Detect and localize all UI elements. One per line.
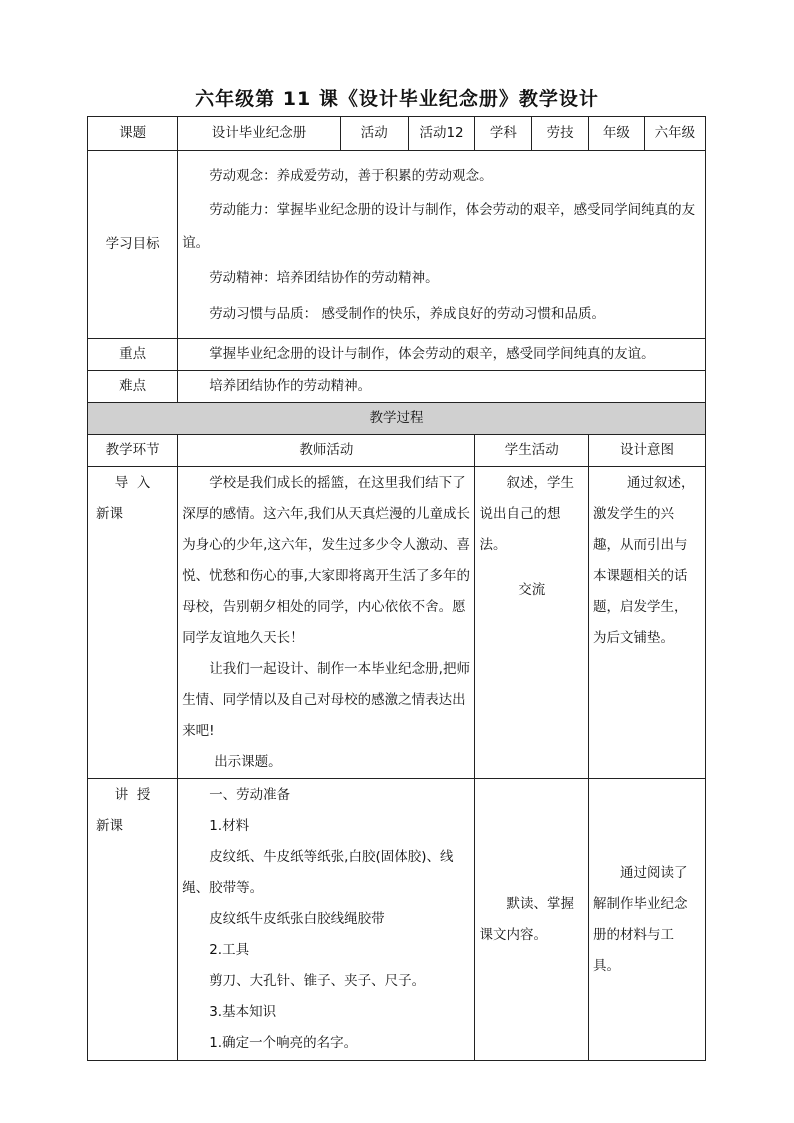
teacher-paragraph: 让我们一起设计、制作一本毕业纪念册,把师生情、同学情以及自己对母校的感激之情表达出来吧!	[182, 661, 470, 739]
stage-label-b: 新课	[96, 818, 123, 834]
header-teacher: 教师活动	[178, 435, 475, 467]
objectives-cell	[178, 151, 706, 339]
stage-intro	[88, 467, 178, 779]
objective-item: 劳动能力：掌握毕业纪念册的设计与制作，体会劳动的艰辛，感受同学间纯真的友谊。	[182, 202, 696, 251]
stage-label-a: 导 入	[114, 475, 151, 491]
stage-teach	[88, 779, 178, 1061]
intent-intro	[589, 467, 706, 779]
header-stage: 教学环节	[88, 435, 178, 467]
activity-value: 活动12	[408, 117, 475, 151]
grade-label: 年级	[589, 117, 645, 151]
teacher-activity-intro	[178, 467, 475, 779]
key-point-label: 重点	[88, 339, 178, 371]
subject-label: 学科	[475, 117, 532, 151]
student-paragraph: 交流	[518, 582, 546, 598]
page-title: 六年级第 11 课《设计毕业纪念册》教学设计	[195, 88, 599, 110]
lesson-value: 设计毕业纪念册	[178, 117, 341, 151]
student-paragraph: 叙述，学生说出自己的想法。	[479, 475, 574, 553]
intent-paragraph: 通过叙述，激发学生的兴趣，从而引出与本课题相关的话题，启发学生，为后文铺垫。	[593, 475, 695, 646]
teacher-paragraph: 学校是我们成长的摇篮，在这里我们结下了深厚的感情。这六年,我们从天真烂漫的儿童成长为身心的少年,这六年，发生过多少令人激动、喜悦、忧愁和伤心的事,大家即将离开生活了多年的母校，告别朝夕相处的同学，内心依依不舍。愿同学友谊地久天长！	[182, 475, 470, 646]
subject-value: 劳技	[532, 117, 589, 151]
teacher-line: 剪刀、大孔针、锥子、夹子、尺子。	[209, 973, 426, 989]
activity-label: 活动	[340, 117, 408, 151]
teacher-line: 1.确定一个响亮的名字。	[209, 1035, 358, 1051]
teacher-paragraph: 出示课题。	[214, 754, 282, 770]
teacher-line: 一、劳动准备	[209, 787, 291, 803]
lesson-label: 课题	[88, 117, 178, 151]
teacher-line: 皮纹纸牛皮纸张白胶线绳胶带	[209, 911, 385, 927]
teacher-line: 皮纹纸、牛皮纸等纸张,白胶(固体胶)、线绳、胶带等。	[182, 849, 454, 896]
student-activity-teach	[475, 779, 589, 1061]
objective-item: 劳动精神：培养团结协作的劳动精神。	[209, 270, 439, 286]
key-point-text	[178, 339, 706, 371]
objective-item: 劳动习惯与品质： 感受制作的快乐，养成良好的劳动习惯和品质。	[209, 306, 605, 322]
objective-item: 劳动观念：养成爱劳动，善于积累的劳动观念。	[209, 168, 493, 184]
teacher-activity-teach	[178, 779, 475, 1061]
teacher-line: 3.基本知识	[209, 1004, 277, 1020]
header-student: 学生活动	[475, 435, 589, 467]
difficulty-paragraph: 培养团结协作的劳动精神。	[209, 378, 372, 394]
stage-label-b: 新课	[96, 506, 123, 522]
student-activity-intro	[475, 467, 589, 779]
lesson-plan-table	[87, 116, 706, 1061]
student-paragraph: 默读、掌握课文内容。	[479, 895, 574, 943]
objectives-label: 学习目标	[88, 151, 178, 339]
key-point-paragraph: 掌握毕业纪念册的设计与制作，体会劳动的艰辛，感受同学间纯真的友谊。	[209, 346, 655, 362]
teacher-line: 2.工具	[209, 942, 250, 958]
process-title: 教学过程	[88, 403, 706, 435]
difficulty-label: 难点	[88, 371, 178, 403]
intent-teach	[589, 779, 706, 1061]
grade-value: 六年级	[644, 117, 705, 151]
header-intent: 设计意图	[589, 435, 706, 467]
stage-label-a: 讲 授	[114, 787, 151, 803]
intent-paragraph: 通过阅读了解制作毕业纪念册的材料与工具。	[593, 864, 688, 974]
difficulty-text	[178, 371, 706, 403]
teacher-line: 1.材料	[209, 818, 250, 834]
